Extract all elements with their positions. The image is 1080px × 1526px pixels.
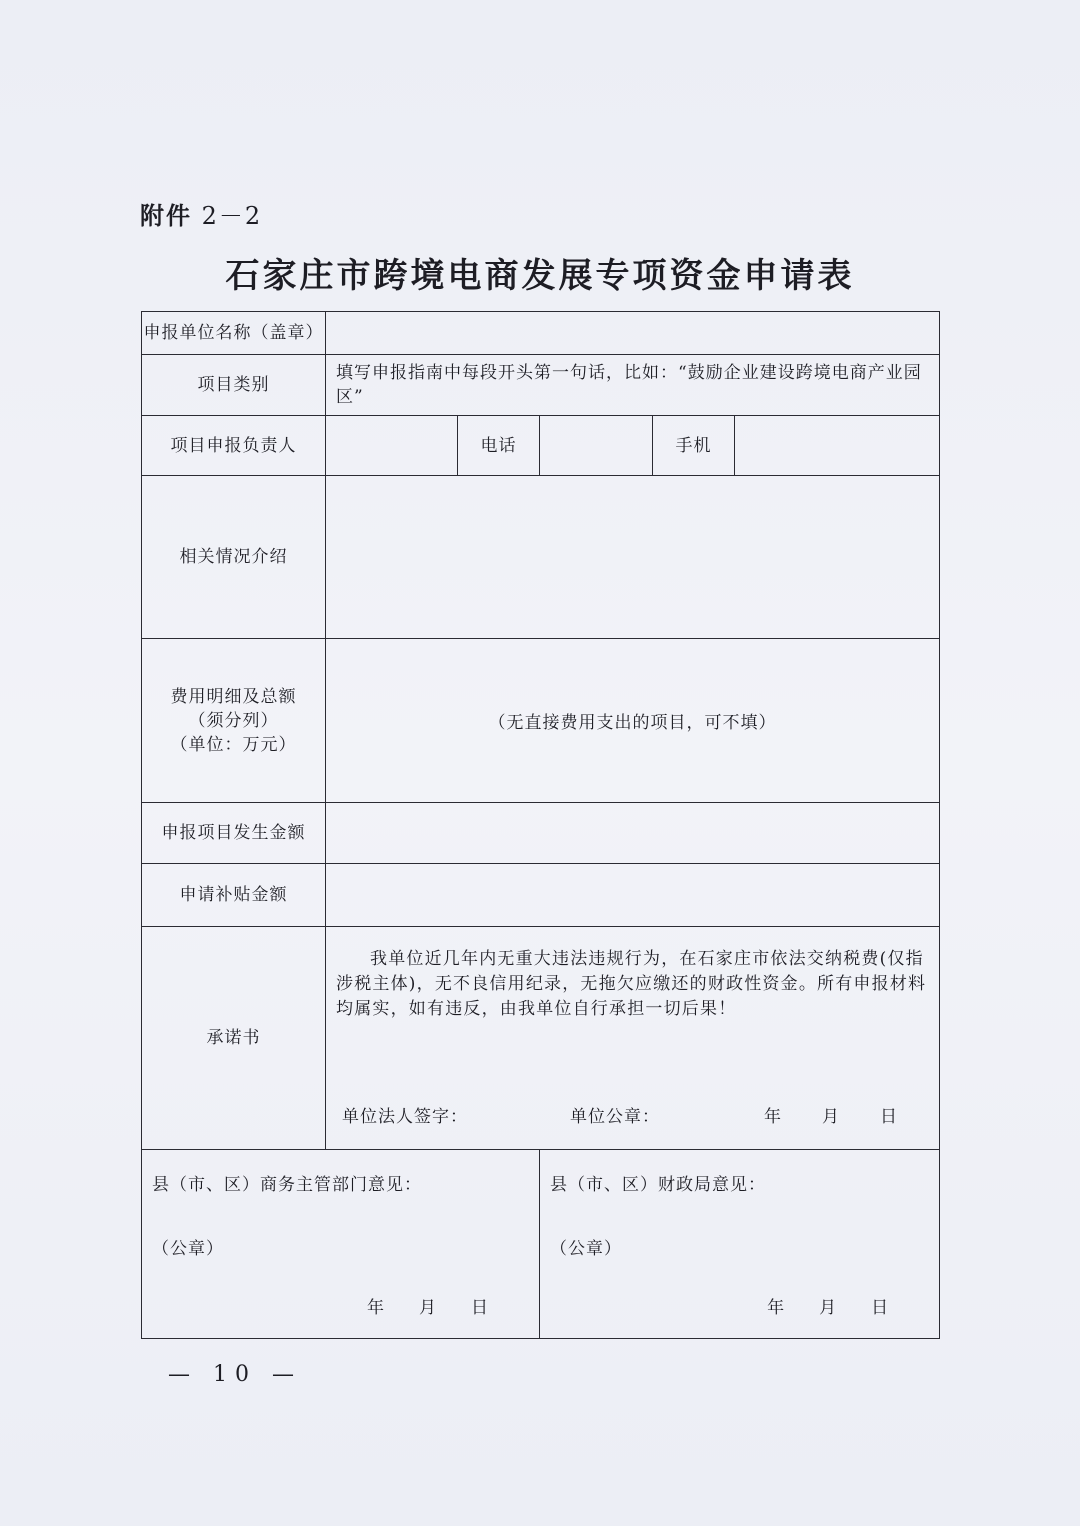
phone-field[interactable] — [540, 416, 653, 476]
cost-field[interactable]: （无直接费用支出的项目，可不填） — [326, 639, 940, 803]
amount-label: 申报项目发生金额 — [142, 803, 326, 864]
promise-label: 承诺书 — [142, 927, 326, 1150]
commerce-date — [367, 1293, 489, 1318]
finance-opinion-cell[interactable] — [540, 1150, 940, 1339]
row-cost — [142, 639, 940, 803]
promise-day: 日 — [880, 1107, 898, 1127]
page-title: 石家庄市跨境电商发展专项资金申请表 — [225, 256, 855, 296]
row-intro — [142, 476, 940, 639]
row-opinions — [142, 1150, 940, 1339]
category-label: 项目类别 — [142, 355, 326, 416]
commerce-year: 年 — [367, 1298, 385, 1318]
finance-opinion-label: 县（市、区）财政局意见： — [550, 1175, 766, 1195]
row-category — [142, 355, 940, 416]
attachment-number: 2－2 — [201, 202, 263, 230]
unit-name-label: 申报单位名称（盖章） — [142, 312, 326, 355]
commerce-month: 月 — [419, 1298, 437, 1318]
promise-text: 我单位近几年内无重大违法违规行为，在石家庄市依法交纳税费(仅指涉税主体)，无不良信用纪录，无拖欠应缴还的财政性资金。所有申报材料均属实，如有违反，由我单位自行承担一切后果！ — [336, 949, 927, 1019]
cost-label-line3: （单位：万元） — [170, 734, 297, 755]
promise-sign-row — [336, 1102, 929, 1127]
row-subsidy — [142, 864, 940, 927]
promise-month: 月 — [822, 1107, 840, 1127]
leader-field[interactable] — [326, 416, 458, 476]
subsidy-label: 申请补贴金额 — [142, 864, 326, 927]
unit-name-field[interactable] — [326, 312, 940, 355]
commerce-seal-label: （公章） — [152, 1239, 224, 1259]
attachment-label — [140, 196, 262, 231]
commerce-opinion-label: 县（市、区）商务主管部门意见： — [152, 1175, 422, 1195]
cost-label — [142, 639, 326, 803]
finance-year: 年 — [767, 1298, 786, 1318]
row-leader — [142, 416, 940, 476]
row-promise — [142, 927, 940, 1150]
finance-seal-label: （公章） — [550, 1239, 622, 1259]
attachment-word: 附件 — [140, 201, 192, 230]
cost-label-line1: 费用明细及总额 — [170, 686, 297, 707]
commerce-opinion-cell[interactable] — [142, 1150, 540, 1339]
finance-date — [767, 1293, 889, 1318]
promise-year: 年 — [764, 1107, 782, 1127]
finance-month: 月 — [819, 1298, 838, 1318]
mobile-label: 手机 — [653, 416, 735, 476]
amount-field[interactable] — [326, 803, 940, 864]
legal-sign-label: 单位法人签字： — [342, 1107, 468, 1127]
mobile-field[interactable] — [735, 416, 940, 476]
promise-cell — [326, 927, 940, 1150]
category-field[interactable]: 填写申报指南中每段开头第一句话，比如：“鼓励企业建设跨境电商产业园区” — [326, 355, 940, 416]
intro-label: 相关情况介绍 — [142, 476, 326, 639]
row-unit-name — [142, 312, 940, 355]
subsidy-field[interactable] — [326, 864, 940, 927]
intro-field[interactable] — [326, 476, 940, 639]
row-amount — [142, 803, 940, 864]
finance-day: 日 — [871, 1298, 890, 1318]
application-form — [141, 311, 940, 1339]
cost-label-line2: （须分列） — [188, 710, 279, 731]
phone-label: 电话 — [458, 416, 540, 476]
page-number: — 10 — — [168, 1362, 302, 1387]
leader-label: 项目申报负责人 — [142, 416, 326, 476]
commerce-day: 日 — [471, 1298, 489, 1318]
unit-seal-label: 单位公章： — [570, 1107, 660, 1127]
